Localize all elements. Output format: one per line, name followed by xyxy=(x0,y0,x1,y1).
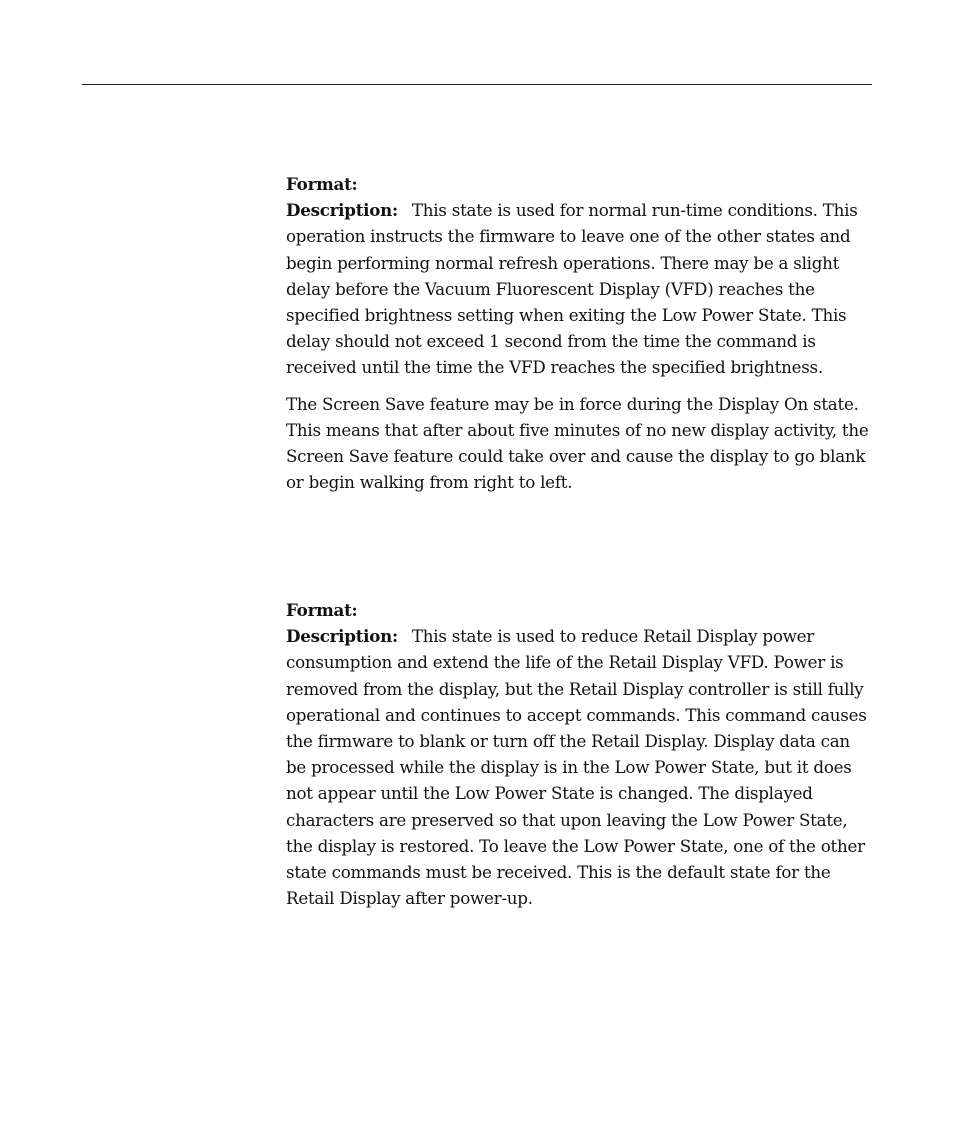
description-paragraph xyxy=(286,623,871,911)
format-line xyxy=(286,597,871,623)
description-label: Description: xyxy=(286,626,398,647)
display-on-section xyxy=(286,171,871,495)
description-text: This state is used to reduce Retail Display power consumption and extend the life of the Retail Display VFD. Power is removed from the display, but the Retail Display controller is still fully operational and continues to accept commands. This command causes the firmware to blank or turn off the Retail Display. Display data can be processed while the display is in the Low Power State, but it does not appear until the Low Power State is changed. The displayed characters are preserved so that upon leaving the Low Power State, the display is restored. To leave the Low Power State, one of the other state commands must be received. This is the default state for the Retail Display after power-up. xyxy=(286,626,867,909)
description-text: This state is used for normal run-time conditions. This operation instructs the firmware to leave one of the other states and begin performing normal refresh operations. There may be a slight delay before the Vacuum Fluorescent Display (VFD) reaches the specified brightness setting when exiting the Low Power State. This delay should not exceed 1 second from the time the command is received until the time the VFD reaches the specified brightness. xyxy=(286,200,858,378)
description-label: Description: xyxy=(286,200,398,221)
description-paragraph xyxy=(286,197,871,380)
format-line xyxy=(286,171,871,197)
header-rule xyxy=(82,84,872,85)
low-power-section xyxy=(286,597,871,911)
format-label: Format: xyxy=(286,600,358,620)
format-label: Format: xyxy=(286,174,358,194)
screen-save-paragraph: The Screen Save feature may be in force during the Display On state. This means that after about five minutes of no new display activity, the Screen Save feature could take over and cause the display to go blank or begin walking from right to left. xyxy=(286,393,869,493)
